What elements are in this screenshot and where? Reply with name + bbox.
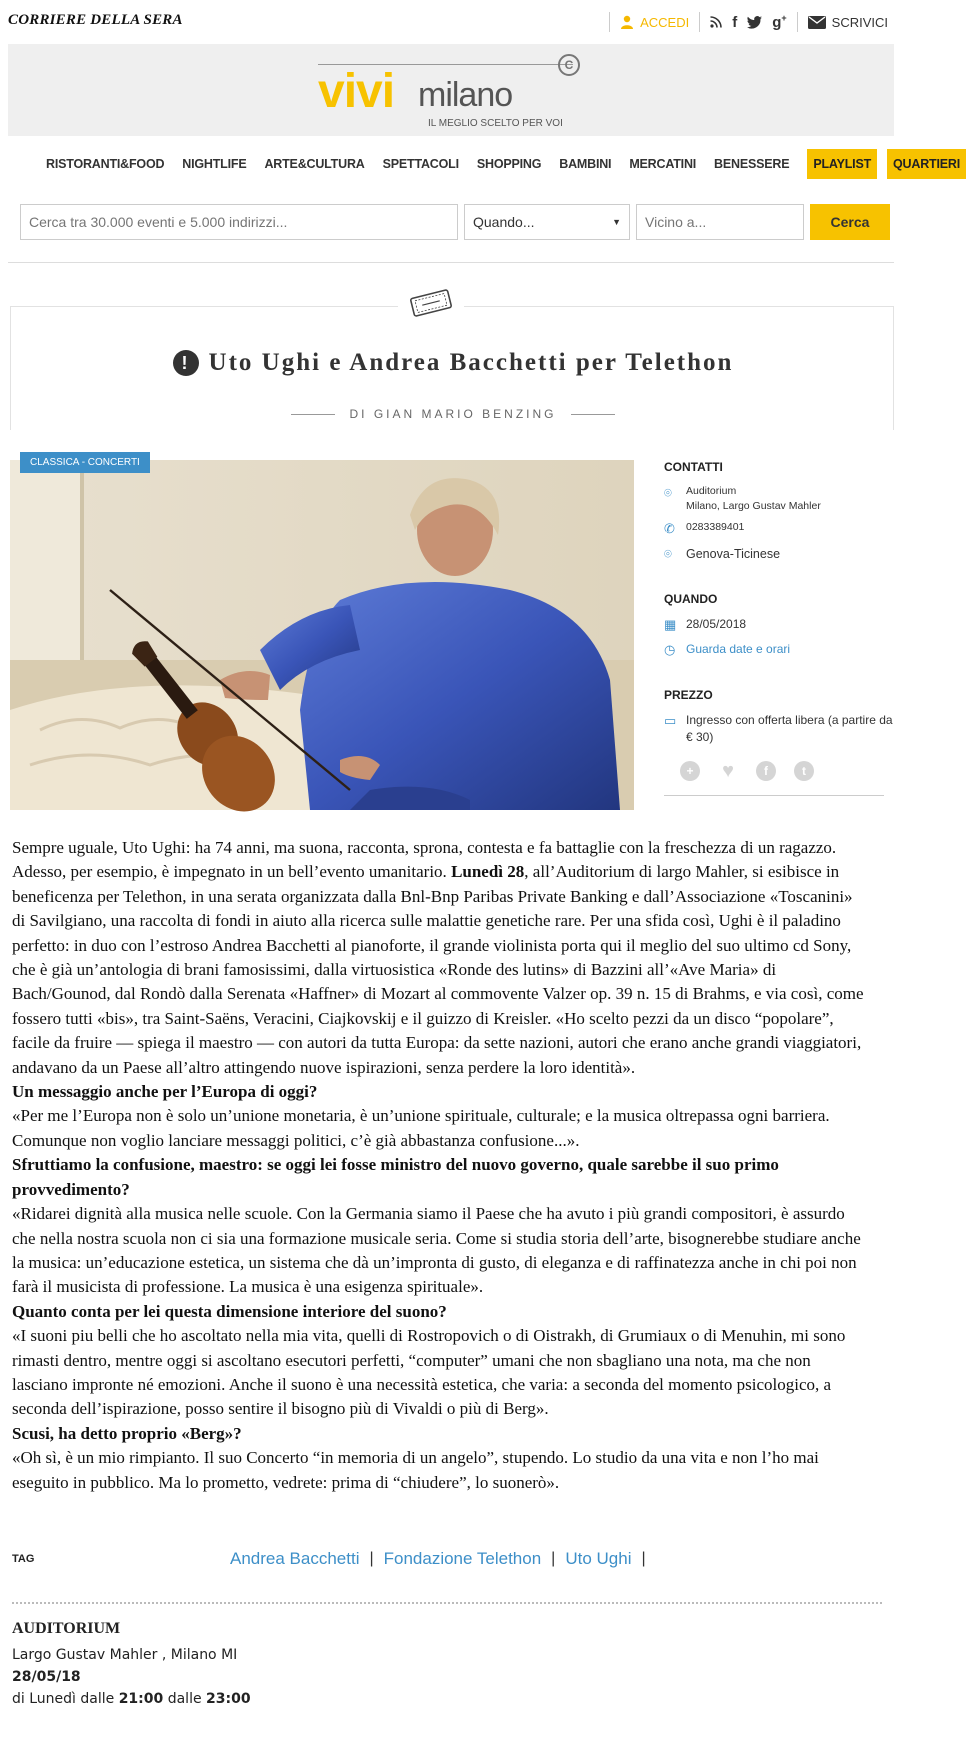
question: Un messaggio anche per l’Europa di oggi? bbox=[12, 1082, 318, 1102]
venue-line bbox=[664, 484, 894, 514]
nav-item-benessere[interactable]: BENESSERE bbox=[714, 157, 790, 171]
user-icon bbox=[620, 15, 634, 29]
question: Quanto conta per lei questa dimensione interiore del suono? bbox=[12, 1301, 447, 1321]
nav-items bbox=[46, 149, 966, 179]
venue-name[interactable]: Auditorium bbox=[686, 485, 737, 497]
tag-link[interactable]: Andrea Bacchetti bbox=[230, 1549, 360, 1568]
search-button[interactable]: Cerca bbox=[810, 204, 890, 240]
date-line bbox=[664, 616, 894, 635]
answer: «Ridarei dignità alla musica nelle scuole. Con la Germania siamo il Paese che ha avuto i più grandi compositori, è assurdo che nella nostra scuola non ci sia una formazione musicale seria. Come si studia storia dell’arte, bisognerebbe studiare anche la musica: un’educazione estetica, un sistema che dà un’impronta di gusto, di eleganza e di raffinatezza anche in chi poi non farà il musicista di professione. La musica è una esigenza spirituale». bbox=[12, 1204, 861, 1297]
caret-down-icon: ▼ bbox=[612, 217, 621, 227]
tag-link[interactable]: Uto Ughi bbox=[565, 1549, 632, 1568]
tag-link[interactable]: Fondazione Telethon bbox=[383, 1549, 542, 1568]
tags-row bbox=[12, 1544, 892, 1574]
dates-link-line bbox=[664, 641, 894, 660]
add-icon[interactable]: + bbox=[680, 761, 700, 781]
twitter-share-icon[interactable]: t bbox=[794, 761, 814, 781]
event-sidebar bbox=[664, 460, 894, 796]
divider bbox=[664, 795, 884, 796]
tags-label: TAG bbox=[12, 1553, 35, 1565]
clock-icon: ◷ bbox=[664, 641, 676, 657]
ticket-icon bbox=[398, 280, 464, 326]
article-photo bbox=[10, 460, 634, 810]
venue-box-name[interactable]: AUDITORIUM bbox=[12, 1620, 121, 1637]
nav-item-mercatini[interactable]: MERCATINI bbox=[629, 157, 697, 171]
category-badge[interactable]: CLASSICA - CONCERTI bbox=[20, 452, 150, 473]
logo-c-badge: C bbox=[558, 54, 580, 76]
article-body bbox=[12, 836, 868, 1495]
byline bbox=[11, 407, 895, 421]
calendar-icon: ▦ bbox=[664, 617, 677, 633]
contact-button[interactable] bbox=[808, 15, 888, 30]
divider bbox=[8, 262, 894, 263]
divider bbox=[797, 12, 798, 32]
facebook-icon[interactable]: f bbox=[732, 13, 738, 31]
mail-icon bbox=[808, 16, 826, 29]
article-title bbox=[11, 349, 895, 377]
logo-band bbox=[8, 44, 894, 136]
paragraph: Sempre uguale, Uto Ughi: ha 74 anni, ma suona, racconta, sprona, contesta e fa battaglie con la freschezza di un ragazzo. Adesso, per esempio, è impegnato in un bell’evento umanitario. Lunedì 28, all’Auditorium di largo Mahler, si esibisce in beneficenza per Telethon, in una serata organizzata dalla Bnl-Bnp Paribas Private Banking e dall’Associazione «Toscanini» di Savilgiano, una raccolta di fondi in aiuto alla ricerca sulle malattie genetiche rare. Per una sfida così, Ughi è il paladino perfetto: in duo con l’estroso Andrea Bacchetti al pianoforte, il grande violinista porta qui il meglio del suo ultimo cd Sony, che è già un’antologia di brani famosissimi, dalla virtuosistica «Ronde des lutins» di Bazzini all’«Ave Maria» di Bach/Gounod, dal Rondò dalla Serenata «Haffner» di Mozart al commovente Valzer op. 39 n. 15 di Brahms, e via così, come fossero tutti «bis», tra Saint-Saëns, Veracini, Ciajkovskij e il guizzo di Kreisler. «Ho scelto pezzi da un disco “popolare”, facile da fruire — spiega il maestro — con autori da tutta Europa: da sette nazioni, autori che erano anche grandi viaggiatori, andavano da un Paese all’altro attingendo nuove ispirazioni, senza perdere la loro identità». bbox=[12, 838, 864, 1077]
contatti-heading: CONTATTI bbox=[664, 460, 723, 474]
price-text: Ingresso con offerta libera (a partire da € 30) bbox=[686, 712, 893, 745]
location-pin-icon: ⌾ bbox=[664, 546, 672, 562]
nav-item-nightlife[interactable]: NIGHTLIFE bbox=[182, 157, 247, 171]
share-buttons bbox=[680, 761, 894, 781]
venue-box bbox=[12, 1618, 612, 1710]
when-label: Quando... bbox=[473, 214, 535, 230]
venue-box-date: 28/05/18 bbox=[12, 1669, 81, 1685]
nav-item-bambini[interactable]: BAMBINI bbox=[559, 157, 612, 171]
byline-text: DI GIAN MARIO BENZING bbox=[349, 407, 557, 421]
divider bbox=[609, 12, 610, 32]
phone-line bbox=[664, 520, 894, 539]
facebook-share-icon[interactable]: f bbox=[756, 761, 776, 781]
price-line bbox=[664, 712, 894, 747]
twitter-icon[interactable] bbox=[747, 16, 762, 29]
nav-item-spettacoli[interactable]: SPETTACOLI bbox=[382, 157, 459, 171]
rss-icon[interactable] bbox=[710, 16, 722, 28]
phone-number[interactable]: 0283389401 bbox=[686, 521, 745, 534]
login-label: ACCEDI bbox=[640, 14, 690, 30]
article-title-text: Uto Ughi e Andrea Bacchetti per Telethon bbox=[208, 349, 734, 376]
divider bbox=[699, 12, 700, 32]
nav-item-shopping[interactable]: SHOPPING bbox=[476, 157, 542, 171]
googleplus-icon[interactable]: g+ bbox=[772, 13, 787, 31]
main-nav bbox=[8, 144, 960, 184]
venue-box-time: di Lunedì dalle 21:00 dalle 23:00 bbox=[12, 1691, 251, 1707]
event-date: 28/05/2018 bbox=[686, 617, 747, 632]
tags-list: Andrea Bacchetti | Fondazione Telethon | Uto Ughi | bbox=[230, 1549, 646, 1568]
answer: «I suoni piu belli che ho ascoltato nella mia vita, quelli di Rostropovich o di Oistrakh, di Grumiaux o di Menuhin, mi sono rimasti dentro, mentre oggi si ascoltano esecutori perfetti, “computer” umani che non sbagliano una nota, ma che non lasciano impronte né emozioni. Anche il suono è una necessità estetica, che varia: a seconda del momento psicologico, a seconda dell’ispirazione, posso sentire il bisogno più di Vivaldi o più di Berg». bbox=[12, 1326, 846, 1419]
dates-link[interactable]: Guarda date e orari bbox=[686, 641, 791, 656]
question: Scusi, ha detto proprio «Berg»? bbox=[12, 1423, 242, 1443]
divider bbox=[12, 1602, 882, 1604]
prezzo-heading: PREZZO bbox=[664, 687, 713, 702]
heart-icon[interactable]: ♥ bbox=[718, 761, 738, 781]
quando-heading: QUANDO bbox=[664, 592, 718, 607]
top-actions bbox=[609, 10, 888, 34]
nav-item-arte-cultura[interactable]: ARTE&CULTURA bbox=[264, 157, 365, 171]
phone-icon: ✆ bbox=[664, 521, 675, 537]
corriere-brand[interactable]: CORRIERE DELLA SERA bbox=[8, 12, 183, 28]
venue-box-address: Largo Gustav Mahler , Milano MI bbox=[12, 1647, 238, 1663]
login-button[interactable] bbox=[620, 15, 689, 30]
nav-item-ristoranti[interactable]: RISTORANTI&FOOD bbox=[46, 157, 165, 171]
nav-item-playlist[interactable]: PLAYLIST bbox=[807, 149, 877, 179]
logo-milano: milano bbox=[418, 76, 513, 114]
contact-label: SCRIVICI bbox=[831, 14, 888, 30]
when-select[interactable] bbox=[464, 204, 630, 240]
answer: «Per me l’Europa non è solo un’unione monetaria, è un’unione spirituale, culturale; e la musica oltrepassa ogni barriera. Comunque non voglio lanciare messaggi politici, c’è già abbastanza confusione...». bbox=[12, 1106, 830, 1150]
venue-address: Milano, Largo Gustav Mahler bbox=[686, 500, 821, 513]
location-pin-icon: ⌾ bbox=[664, 485, 672, 500]
exclamation-icon: ! bbox=[173, 350, 199, 376]
logo-vivi: vivi bbox=[318, 65, 395, 118]
question: Sfruttiamo la confusione, maestro: se oggi lei fosse ministro del nuovo governo, quale sarebbe il suo primo provvedimento? bbox=[12, 1155, 779, 1199]
zone-line bbox=[664, 545, 894, 564]
wallet-icon: ▭ bbox=[664, 712, 677, 728]
nav-item-quartieri[interactable]: QUARTIERI bbox=[887, 149, 966, 179]
search-input[interactable] bbox=[20, 204, 458, 240]
search-bar bbox=[20, 204, 894, 242]
vivimilano-logo[interactable] bbox=[308, 54, 598, 132]
near-input[interactable] bbox=[636, 204, 804, 240]
top-bar bbox=[0, 0, 900, 44]
zone-name[interactable]: Genova-Ticinese bbox=[686, 547, 781, 562]
answer: «Oh sì, è un mio rimpianto. Il suo Concerto “in memoria di un angelo”, stupendo. Lo studio da una vita e non l’ho mai eseguito in pubblico. Ma lo prometto, vedrete: prima di “chiudere”, lo suonerò». bbox=[12, 1448, 819, 1492]
logo-tagline: IL MEGLIO SCELTO PER VOI bbox=[428, 118, 563, 129]
